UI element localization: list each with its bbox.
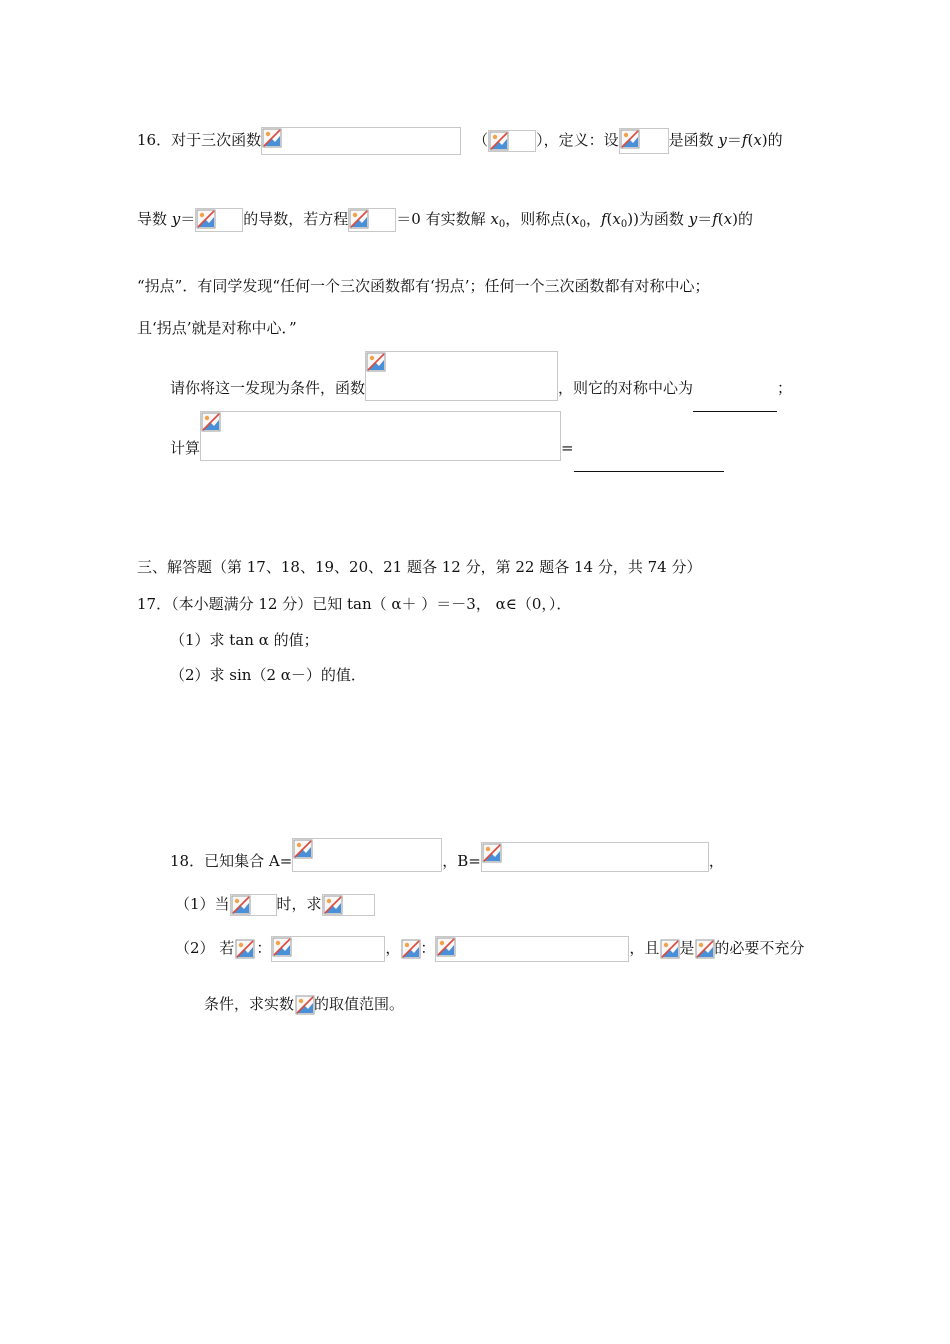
formula-image [365,351,558,401]
q17-part1: （1）求 tan α 的值； [170,631,319,649]
q16-line2: 导数 y＝ 的导数，若方程 ＝0 有实数解 $x_0$，则称点($x_0$，$f(x_0)$)为函数 y＝f(x)的 [137,210,753,230]
formula-image [694,938,714,960]
formula-image [230,894,277,916]
q18-part1: （1）当 时，求 [175,893,375,916]
q16-line4: 且‘拐点’就是对称中心．” [137,319,297,337]
formula-image [400,938,420,960]
q16-line6: 计算 = [170,411,724,472]
formula-image [481,842,709,872]
broken-image-icon [231,895,251,915]
q18-stem: 18．已知集合 A= ，B= ， [170,838,724,878]
formula-image [659,938,679,960]
q16-line5: 请你将这一发现为条件，函数 ，则它的对称中心为 ； [170,351,792,412]
broken-image-icon [196,209,216,229]
formula-image [294,994,314,1016]
broken-image-icon [620,129,640,149]
broken-image-icon [235,939,255,959]
broken-image-icon [201,412,221,432]
broken-image-icon [295,995,315,1015]
broken-image-icon [323,895,343,915]
broken-image-icon [349,209,369,229]
formula-image [619,128,669,154]
formula-image [292,838,442,872]
broken-image-icon [660,939,680,959]
formula-image [322,894,375,916]
formula-image [488,130,536,152]
broken-image-icon [401,939,421,959]
formula-image [200,411,561,461]
formula-image [195,208,243,232]
formula-image [348,208,396,232]
q18-part2: （2） 若 ： ， ： ，且 是 的必要不充分 [175,932,804,964]
q16-line1: 16．对于三次函数 （ ），定义：设 是函数 y＝f(x)的 [137,127,783,155]
q17-part2: （2）求 sin（2 α－）的值． [170,666,366,684]
broken-image-icon [366,352,386,372]
broken-image-icon [436,937,456,957]
broken-image-icon [489,131,509,151]
section-heading: 三、解答题（第 17、18、19、20、21 题各 12 分，第 22 题各 14 分，共 74 分） [137,558,702,576]
formula-image [271,936,385,962]
broken-image-icon [272,937,292,957]
q16-line3: “拐点”．有同学发现“任何一个三次函数都有‘拐点’；任何一个三次函数都有对称中心； [137,277,710,295]
broken-image-icon [293,839,313,859]
broken-image-icon [695,939,715,959]
formula-image [261,127,461,155]
answer-blank[interactable] [693,395,777,412]
formula-image [234,938,256,960]
broken-image-icon [262,128,282,148]
broken-image-icon [482,843,502,863]
q17-stem: 17．（本小题满分 12 分）已知 tan（ α＋ ）＝－3， α∈（0，）． [137,595,572,613]
q18-part3: 条件，求实数 的取值范围。 [204,993,404,1016]
formula-image [435,936,629,962]
answer-blank[interactable] [574,455,724,472]
